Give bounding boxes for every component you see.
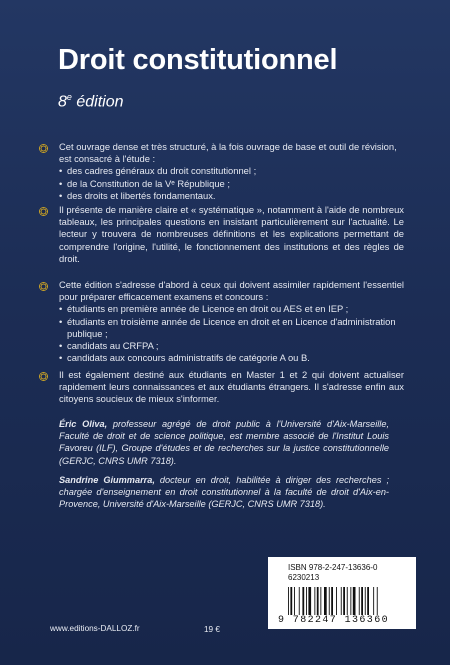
gold-bullet-icon xyxy=(39,207,48,216)
section-1-intro: Cet ouvrage dense et très structuré, à la fois ouvrage de base et outil de révision, est consacré à l'étude : xyxy=(59,141,397,165)
edition-label xyxy=(58,92,124,111)
list-item: • étudiants en troisième année de Licence en droit et en Licence d'administration publique ; xyxy=(59,316,404,340)
isbn-line-1: ISBN 978-2-247-13636-0 xyxy=(288,563,378,572)
author-bio-2 xyxy=(59,474,389,511)
gold-bullet-icon xyxy=(39,372,48,381)
author-name: Éric Oliva, xyxy=(59,419,108,429)
barcode-icon xyxy=(288,587,406,615)
description-section-3 xyxy=(59,279,404,364)
list-item: • de la Constitution de la Vᵉ République ; xyxy=(59,178,404,190)
gold-bullet-icon xyxy=(39,282,48,291)
publisher-website-link[interactable]: www.editions-DALLOZ.fr xyxy=(50,624,140,633)
gold-bullet-icon xyxy=(39,144,48,153)
author-bio-1 xyxy=(59,418,389,467)
isbn-text xyxy=(288,563,377,583)
author-bio-text: professeur agrégé de droit public à l'Université d'Aix-Marseille, Faculté de droit et de science politique, est membre associé de l'Institut Louis Favoreu (ILF), Groupe d'études et de recherches sur la justice constitutionnelle (GERJC, CNRS UMR 7318). xyxy=(59,419,389,466)
author-bio-text: docteur en droit, habilitée à diriger des recherches ; chargée d'enseignement en droit constitutionnel à la faculté de droit d'Aix-en-Provence, Université d'Aix-Marseille (GERJC, CNRS UMR 7318). xyxy=(59,475,389,510)
section-1-list xyxy=(59,165,404,202)
barcode-box xyxy=(268,557,416,629)
barcode-digits: 9 782247 136360 xyxy=(278,615,390,626)
list-item: • des droits et libertés fondamentaux. xyxy=(59,190,404,202)
edition-word: édition xyxy=(71,93,124,111)
price-label: 19 € xyxy=(204,625,220,634)
edition-number: 8 xyxy=(58,93,67,111)
description-section-4 xyxy=(59,369,404,406)
list-item: • candidats au CRFPA ; xyxy=(59,340,404,352)
description-section-2 xyxy=(59,204,404,265)
section-4-text: Il est également destiné aux étudiants en Master 1 et 2 qui doivent actualiser rapidement leurs connaissances et aux étudiants étrangers. Il s'adresse enfin aux citoyens soucieux de mieux s'informer. xyxy=(59,369,404,405)
isbn-line-2: 6230213 xyxy=(288,573,320,582)
edition-superscript: e xyxy=(66,92,72,102)
section-3-intro: Cette édition s'adresse d'abord à ceux qui doivent assimiler rapidement l'essentiel pour préparer efficacement examens et concours : xyxy=(59,279,404,303)
section-3-list xyxy=(59,303,404,364)
list-item: • étudiants en première année de Licence en droit ou AES et en IEP ; xyxy=(59,303,404,315)
author-name: Sandrine Giummarra, xyxy=(59,475,155,485)
list-item: • candidats aux concours administratifs de catégorie A ou B. xyxy=(59,352,404,364)
description-section-1 xyxy=(59,141,404,202)
section-2-text: Il présente de manière claire et « systématique », notamment à l'aide de nombreux tableaux, les principales questions en insistant particulièrement sur l'actualité. Le lecteur y trouvera de nombreuses définitions et les explications permettant de comprendre l'origine, l'utilité, le fonctionnement des institutions et des règles de droit. xyxy=(59,204,404,264)
list-item: • des cadres généraux du droit constitutionnel ; xyxy=(59,165,404,177)
book-title: Droit constitutionnel xyxy=(58,44,338,76)
